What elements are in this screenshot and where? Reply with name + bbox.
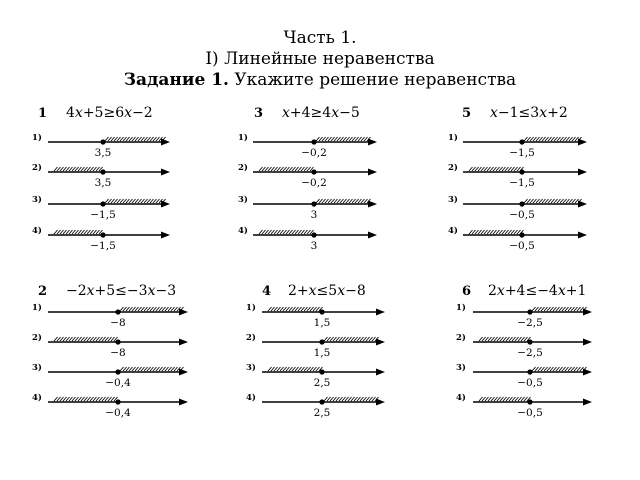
point-value: −2,5 — [517, 317, 543, 329]
number-line-option — [246, 302, 385, 329]
number-line-option — [32, 162, 170, 189]
inequality-part: ≤5 — [316, 283, 338, 299]
point-marker — [527, 309, 532, 314]
point-value: 3,5 — [94, 177, 112, 189]
number-line-option — [32, 132, 170, 159]
point-value: −0,2 — [301, 147, 327, 159]
point-value: −0,4 — [105, 407, 131, 419]
variable-x: x — [86, 283, 95, 299]
point-value: −1,5 — [509, 177, 535, 189]
option-label: 4) — [32, 393, 42, 403]
inequality-part: +2 — [547, 105, 568, 121]
point-value: −0,5 — [509, 209, 535, 221]
point-marker — [311, 169, 316, 174]
problem-3 — [238, 105, 377, 252]
inequality-part: −1≤3 — [497, 105, 540, 121]
variable-x: x — [557, 283, 566, 299]
part-title: Часть 1. — [283, 28, 357, 48]
number-line-option — [238, 132, 377, 159]
point-value: −0,2 — [301, 177, 327, 189]
option-label: 2) — [238, 163, 248, 173]
number-line-option — [238, 162, 377, 189]
option-label: 3) — [32, 363, 42, 373]
number-line-option — [448, 132, 587, 159]
arrow-head — [368, 201, 377, 208]
arrow-head — [161, 232, 170, 239]
number-line-option — [32, 302, 188, 329]
problem-2 — [32, 283, 188, 419]
arrow-head — [376, 309, 385, 316]
point-value: 1,5 — [313, 317, 331, 329]
arrow-head — [161, 139, 170, 146]
shading-hatch — [120, 367, 184, 371]
problem-1 — [32, 105, 170, 252]
point-marker — [100, 139, 105, 144]
point-marker — [319, 339, 324, 344]
inequality-part: −2 — [66, 283, 87, 299]
point-marker — [115, 369, 120, 374]
point-marker — [311, 232, 316, 237]
option-label: 1) — [246, 303, 256, 313]
problem-number: 6 — [462, 284, 472, 299]
inequality-part: 2 — [488, 283, 497, 299]
point-value: 3,5 — [94, 147, 112, 159]
point-marker — [519, 201, 524, 206]
arrow-head — [376, 369, 385, 376]
point-marker — [319, 399, 324, 404]
number-line-option — [32, 225, 170, 252]
inequality — [490, 105, 568, 121]
problem-6 — [456, 283, 592, 419]
shading-hatch — [479, 337, 531, 341]
point-marker — [100, 201, 105, 206]
inequality-part: −3 — [155, 283, 177, 299]
inequality-part: +4≤−4 — [504, 283, 558, 299]
shading-hatch — [524, 199, 582, 203]
variable-x: x — [282, 105, 290, 121]
point-value: −1,5 — [90, 209, 116, 221]
option-label: 1) — [32, 133, 42, 143]
shading-hatch — [54, 230, 103, 234]
variable-x: x — [490, 105, 498, 121]
point-marker — [115, 399, 120, 404]
point-value: −0,5 — [509, 240, 535, 252]
shading-hatch — [532, 307, 587, 311]
variable-x: x — [74, 105, 83, 121]
shading-hatch — [259, 167, 314, 171]
number-line-option — [32, 392, 188, 419]
shading-hatch — [469, 230, 524, 234]
problem-number: 5 — [462, 106, 472, 121]
option-label: 2) — [32, 333, 42, 343]
inequality — [282, 105, 360, 121]
inequality — [288, 283, 366, 299]
arrow-head — [179, 309, 188, 316]
inequality-part: +5≤−3 — [94, 283, 148, 299]
arrow-head — [583, 339, 592, 346]
option-label: 2) — [32, 163, 42, 173]
number-line-option — [456, 302, 592, 329]
variable-x: x — [147, 283, 156, 299]
option-label: 3) — [456, 363, 466, 373]
shading-hatch — [524, 137, 582, 141]
number-line-option — [246, 332, 385, 359]
problem-number: 4 — [262, 284, 272, 299]
option-label: 1) — [448, 133, 458, 143]
shading-hatch — [105, 137, 166, 141]
arrow-head — [583, 399, 592, 406]
number-line-option — [32, 194, 170, 221]
arrow-head — [179, 369, 188, 376]
problem-4 — [246, 283, 385, 419]
inequality — [66, 283, 176, 299]
variable-x: x — [308, 283, 317, 299]
point-value: 3 — [310, 240, 318, 252]
point-marker — [527, 339, 532, 344]
shading-hatch — [324, 397, 379, 401]
option-label: 4) — [32, 226, 42, 236]
point-marker — [115, 309, 120, 314]
inequality-part: −2 — [132, 105, 153, 121]
option-label: 4) — [238, 226, 248, 236]
arrow-head — [179, 399, 188, 406]
option-label: 3) — [448, 195, 458, 205]
number-line-option — [246, 362, 385, 389]
option-label: 3) — [246, 363, 256, 373]
arrow-head — [161, 169, 170, 176]
point-marker — [100, 232, 105, 237]
task-number: Задание 1. — [123, 70, 229, 90]
point-value: 3 — [310, 209, 318, 221]
point-marker — [519, 232, 524, 237]
arrow-head — [376, 339, 385, 346]
number-line-option — [456, 392, 592, 419]
arrow-head — [368, 169, 377, 176]
variable-x: x — [331, 105, 340, 121]
variable-x: x — [124, 105, 133, 121]
inequality-part: 4 — [66, 105, 75, 121]
section-title: I) Линейные неравенства — [205, 49, 435, 69]
number-line-option — [448, 194, 587, 221]
option-label: 1) — [238, 133, 248, 143]
problem-number: 2 — [38, 284, 48, 299]
point-marker — [519, 139, 524, 144]
option-label: 3) — [238, 195, 248, 205]
point-value: −8 — [110, 317, 126, 329]
option-label: 1) — [32, 303, 42, 313]
inequality-part: +5≥6 — [82, 105, 125, 121]
variable-x: x — [337, 283, 346, 299]
option-label: 2) — [246, 333, 256, 343]
point-value: −2,5 — [517, 347, 543, 359]
inequality-part: +1 — [565, 283, 587, 299]
option-label: 4) — [246, 393, 256, 403]
number-line-option — [32, 362, 188, 389]
point-marker — [519, 169, 524, 174]
arrow-head — [161, 201, 170, 208]
shading-hatch — [324, 337, 379, 341]
shading-hatch — [268, 307, 323, 311]
point-value: −1,5 — [509, 147, 535, 159]
arrow-head — [368, 232, 377, 239]
option-label: 1) — [456, 303, 466, 313]
shading-hatch — [479, 397, 531, 401]
number-line-option — [448, 225, 587, 252]
task-instruction: Укажите решение неравенства — [228, 70, 517, 90]
point-marker — [527, 369, 532, 374]
point-value: −1,5 — [90, 240, 116, 252]
number-line-option — [32, 332, 188, 359]
shading-hatch — [54, 397, 118, 401]
shading-hatch — [105, 199, 166, 203]
point-marker — [115, 339, 120, 344]
shading-hatch — [54, 337, 118, 341]
point-marker — [527, 399, 532, 404]
variable-x: x — [496, 283, 505, 299]
point-value: −0,5 — [517, 407, 543, 419]
problem-number: 3 — [254, 106, 264, 121]
inequality-part: +4≥4 — [289, 105, 332, 121]
point-marker — [319, 309, 324, 314]
number-line-option — [238, 225, 377, 252]
arrow-head — [368, 139, 377, 146]
problem-number: 1 — [38, 106, 48, 121]
shading-hatch — [469, 167, 524, 171]
option-label: 2) — [456, 333, 466, 343]
arrow-head — [578, 169, 587, 176]
option-label: 3) — [32, 195, 42, 205]
number-line-option — [448, 162, 587, 189]
shading-hatch — [54, 167, 103, 171]
point-marker — [311, 201, 316, 206]
point-value: 1,5 — [313, 347, 331, 359]
arrow-head — [179, 339, 188, 346]
shading-hatch — [532, 367, 587, 371]
shading-hatch — [268, 367, 323, 371]
inequality — [488, 283, 586, 299]
arrow-head — [376, 399, 385, 406]
point-marker — [100, 169, 105, 174]
point-value: −0,4 — [105, 377, 131, 389]
point-marker — [311, 139, 316, 144]
number-line-option — [456, 362, 592, 389]
point-marker — [319, 369, 324, 374]
inequality-part: −8 — [345, 283, 366, 299]
problem-5 — [448, 105, 587, 252]
point-value: −0,5 — [517, 377, 543, 389]
inequality-part: 2+ — [288, 283, 309, 299]
inequality — [66, 105, 153, 121]
option-label: 2) — [448, 163, 458, 173]
variable-x: x — [539, 105, 548, 121]
number-line-option — [246, 392, 385, 419]
number-line-option — [238, 194, 377, 221]
option-label: 4) — [456, 393, 466, 403]
number-line-option — [456, 332, 592, 359]
option-label: 4) — [448, 226, 458, 236]
shading-hatch — [316, 199, 371, 203]
inequality-part: −5 — [339, 105, 360, 121]
shading-hatch — [259, 230, 314, 234]
shading-hatch — [316, 137, 371, 141]
point-value: 2,5 — [313, 407, 331, 419]
shading-hatch — [120, 307, 184, 311]
arrow-head — [578, 232, 587, 239]
point-value: −8 — [110, 347, 126, 359]
point-value: 2,5 — [313, 377, 331, 389]
